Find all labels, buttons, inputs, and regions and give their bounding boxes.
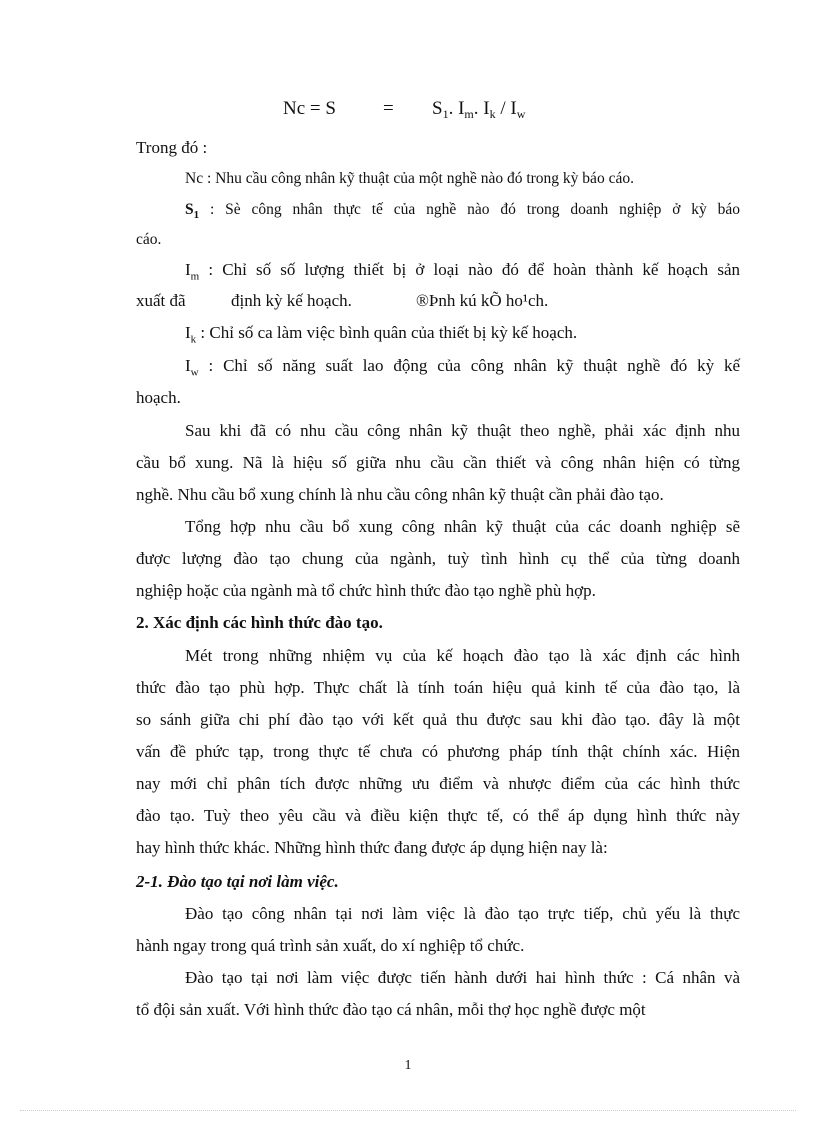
- iw-letter: I: [185, 356, 191, 375]
- im-cont-a: xuất đã: [136, 291, 186, 310]
- iw-label: [185, 356, 199, 379]
- formula-s: S: [432, 98, 443, 119]
- im-sub: m: [190, 270, 200, 283]
- formula-rhs: $S_1$. $I_m$. $I_k / I_w$: [432, 98, 526, 121]
- s1-text: : Sè công nhân thực tế của nghề nào đó trong doanh nghiệp ở kỳ báo: [210, 201, 741, 218]
- im-cont-c: ®Þnh kú kÕ ho¹ch.: [416, 291, 549, 310]
- s1-definition-cont: cáo.: [136, 231, 162, 248]
- formula-m-sub: m: [464, 107, 474, 121]
- paragraph-line: vấn đề phức tạp, trong thực tế chưa có phương pháp tính thật chính xác. Hiện: [136, 742, 740, 761]
- subsection-heading: 2-1. Đào tạo tại nơi làm việc.: [136, 872, 339, 891]
- page-bottom-divider: [20, 1110, 796, 1111]
- paragraph-line: nghiệp hoặc của ngành mà tổ chức hình thức đào tạo nghề phù hợp.: [136, 581, 596, 600]
- paragraph-line: đào tạo. Tuỳ theo yêu cầu và điều kiện thực tế, có thể áp dụng hình thức này: [136, 806, 740, 825]
- ik-label: [185, 323, 197, 346]
- iw-definition-cont: hoạch.: [136, 388, 181, 407]
- paragraph-line: Mét trong những nhiệm vụ của kế hoạch đào tạo là xác định các hình: [185, 646, 740, 665]
- formula-lhs: Nc = S: [283, 98, 336, 119]
- iw-definition: [185, 355, 740, 383]
- im-cont-b: định kỳ kế hoạch.: [231, 291, 352, 310]
- paragraph-line: nay mới chỉ phân tích được những ưu điểm và nhược điểm của các hình thức: [136, 774, 740, 793]
- paragraph-line: Sau khi đã có nhu cầu công nhân kỹ thuật theo nghề, phải xác định nhu: [185, 421, 740, 440]
- iw-text: : Chỉ số năng suất lao động của công nhân kỹ thuật nghề đó kỳ kế: [208, 356, 740, 375]
- paragraph-line: Tổng hợp nhu cầu bổ xung công nhân kỹ thuật của các doanh nghiệp sẽ: [185, 517, 740, 536]
- ik-text: : Chỉ số ca làm việc bình quân của thiết bị kỳ kế hoạch.: [200, 323, 578, 342]
- paragraph-line: tổ đội sản xuất. Với hình thức đào tạo cá nhân, mỗi thợ học nghề được một: [136, 1000, 646, 1019]
- paragraph-line: Đào tạo tại nơi làm việc được tiến hành dưới hai hình thức : Cá nhân và: [185, 968, 740, 987]
- im-definition: [185, 259, 740, 287]
- page-number: 1: [404, 1058, 412, 1073]
- paragraph-line: so sánh giữa chi phí đào tạo với kết quả thu được sau khi đào tạo. đây là một: [136, 710, 740, 729]
- formula-w-sub: w: [516, 107, 526, 121]
- ik-letter: I: [185, 323, 191, 342]
- paragraph-line: thức đào tạo phù hợp. Thực chất là tính toán hiệu quả kinh tế của đào tạo, là: [136, 678, 740, 697]
- s1-definition: [185, 199, 740, 226]
- ik-definition: [185, 322, 740, 350]
- formula-equals: =: [383, 98, 394, 119]
- formula-ik: I: [483, 98, 490, 119]
- paragraph-line: hay hình thức khác. Những hình thức đang được áp dụng hiện nay là:: [136, 838, 608, 857]
- iw-sub: w: [190, 366, 199, 379]
- s1-letter: S: [185, 201, 194, 218]
- formula-k-sub: k: [489, 107, 496, 121]
- im-definition-cont: [136, 290, 740, 312]
- paragraph-line: hành ngay trong quá trình sản xuất, do xí nghiệp tổ chức.: [136, 936, 525, 955]
- im-label: [185, 260, 200, 283]
- im-text: : Chỉ số số lượng thiết bị ở loại nào đó để hoàn thành kế hoạch sản: [208, 260, 741, 279]
- formula-slash: /: [500, 98, 506, 119]
- nc-definition: Nc : Nhu cầu công nhân kỹ thuật của một nghề nào đó trong kỳ báo cáo.: [185, 170, 634, 187]
- formula-im: I: [458, 98, 465, 119]
- im-letter: I: [185, 260, 191, 279]
- paragraph-line: được lượng đào tạo chung của ngành, tuỳ tình hình cụ thể của từng doanh: [136, 549, 740, 568]
- paragraph-line: cầu bổ xung. Nã là hiệu số giữa nhu cầu cần thiết và công nhân hiện có từng: [136, 453, 740, 472]
- section-heading: 2. Xác định các hình thức đào tạo.: [136, 613, 383, 632]
- s1-sub: 1: [193, 209, 200, 222]
- formula-iw: I: [510, 98, 517, 119]
- paragraph-line: nghề. Nhu cầu bổ xung chính là nhu cầu công nhân kỹ thuật cần phải đào tạo.: [136, 485, 664, 504]
- ik-sub: k: [190, 333, 197, 346]
- formula-s-sub: 1: [442, 107, 449, 121]
- paragraph-line: Đào tạo công nhân tại nơi làm việc là đào tạo trực tiếp, chủ yếu là thực: [185, 904, 740, 923]
- s1-label: [185, 201, 200, 222]
- trong-do-label: Trong đó :: [136, 138, 208, 157]
